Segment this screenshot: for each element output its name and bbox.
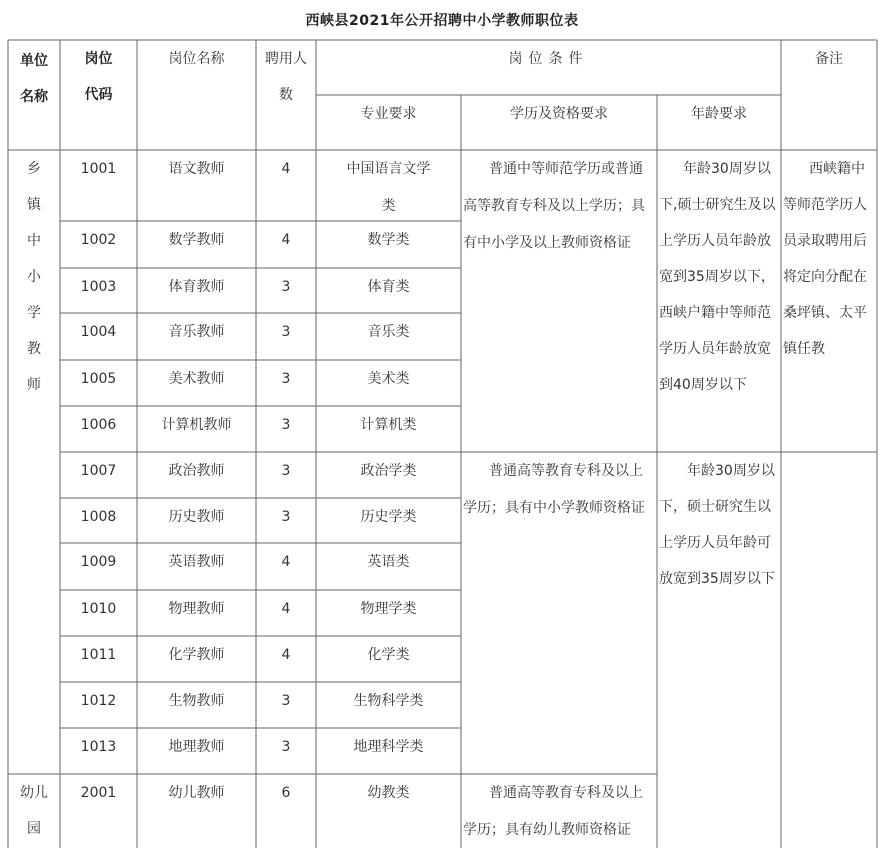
cell-position-code: 1012 [80,693,117,709]
cell-major: 历史学类 [360,509,417,525]
unit-name-cell: 幼儿园 [20,785,48,837]
cell-position-code: 1005 [80,371,117,387]
header-age: 年龄要求 [691,106,747,122]
cell-position-name: 计算机教师 [161,417,232,433]
cell-position-name: 音乐教师 [168,324,225,340]
cell-position-code: 1001 [80,161,117,177]
cell-remarks-group1: 西峡籍中等师范学历人员录取聘用后将定向分配在桑坪镇、太平镇任教 [783,161,867,357]
cell-hire-count: 3 [281,739,291,755]
cell-position-name: 化学教师 [168,647,225,663]
cell-education-group3: 普通高等教育专科及以上学历；具有幼儿教师资格证 [463,785,643,838]
cell-major: 生物科学类 [353,693,424,709]
cell-major: 化学类 [367,647,410,663]
cell-major: 美术类 [367,371,410,387]
cell-hire-count: 3 [281,279,291,295]
cell-hire-count: 3 [281,324,291,340]
cell-position-name: 语文教师 [168,161,225,177]
cell-position-code: 1006 [80,417,117,433]
cell-hire-count: 3 [281,509,291,525]
cell-major: 地理科学类 [353,739,424,755]
header-education: 学历及资格要求 [510,106,608,122]
table-title: 西峡县2021年公开招聘中小学教师职位表 [305,13,579,29]
cell-position-name: 物理教师 [168,601,225,617]
cell-hire-count: 4 [281,601,291,617]
header-position-name: 岗位名称 [168,51,225,67]
header-hire-count: 聘用人数 [265,51,307,103]
cell-major: 计算机类 [360,417,417,433]
header-remarks: 备注 [815,51,843,67]
cell-major: 英语类 [367,554,410,570]
cell-position-code: 1004 [80,324,117,340]
cell-major: 物理学类 [360,601,417,617]
cell-hire-count: 3 [281,463,291,479]
cell-hire-count: 3 [281,371,291,387]
cell-position-name: 数学教师 [168,232,225,248]
cell-hire-count: 4 [281,232,291,248]
header-major: 专业要求 [360,106,417,122]
cell-education-group2: 普通高等教育专科及以上学历；具有中小学教师资格证 [463,463,645,516]
cell-position-name: 生物教师 [168,693,225,709]
cell-major: 数学类 [367,232,410,248]
unit-name-cell: 乡镇中小学教师 [27,161,41,393]
cell-position-name: 地理教师 [168,739,225,755]
cell-age-group2: 年龄30周岁以下，硕士研究生以上学历人员年龄可放宽到35周岁以下 [659,463,775,587]
cell-major: 音乐类 [367,324,410,340]
cell-position-code: 1009 [80,554,117,570]
cell-hire-count: 3 [281,693,291,709]
cell-position-code: 1008 [80,509,117,525]
cell-position-name: 体育教师 [168,279,225,295]
cell-position-code: 1010 [80,601,117,617]
cell-major: 中国语言文学类 [346,161,431,214]
cell-position-code: 1003 [80,279,117,295]
cell-position-code: 1002 [80,232,117,248]
header-unit-name: 单位名称 [20,53,48,105]
cell-age-group1: 年龄30周岁以下,硕士研究生及以上学历人员年龄放宽到35周岁以下，西峡户籍中等师范学历人员年龄放宽到40周岁以下 [659,161,776,393]
cell-major: 幼教类 [367,785,410,801]
cell-position-code: 2001 [80,785,117,801]
cell-position-name: 历史教师 [168,509,225,525]
cell-hire-count: 3 [281,417,291,433]
cell-hire-count: 4 [281,161,291,177]
cell-position-name: 政治教师 [168,463,225,479]
cell-position-name: 幼儿教师 [168,785,225,801]
cell-hire-count: 4 [281,554,291,570]
cell-position-name: 美术教师 [168,371,225,387]
header-position-conditions: 岗位条件 [508,51,589,67]
cell-position-name: 英语教师 [168,554,225,570]
cell-position-code: 1007 [80,463,117,479]
cell-major: 政治学类 [360,463,417,479]
cell-hire-count: 4 [281,647,291,663]
cell-hire-count: 6 [281,785,291,801]
cell-education-group1: 普通中等师范学历或普通高等教育专科及以上学历；具有中小学及以上教师资格证 [463,161,645,251]
cell-major: 体育类 [367,279,410,295]
cell-position-code: 1013 [80,739,117,755]
header-position-code: 岗位代码 [84,51,113,103]
cell-position-code: 1011 [80,647,117,663]
